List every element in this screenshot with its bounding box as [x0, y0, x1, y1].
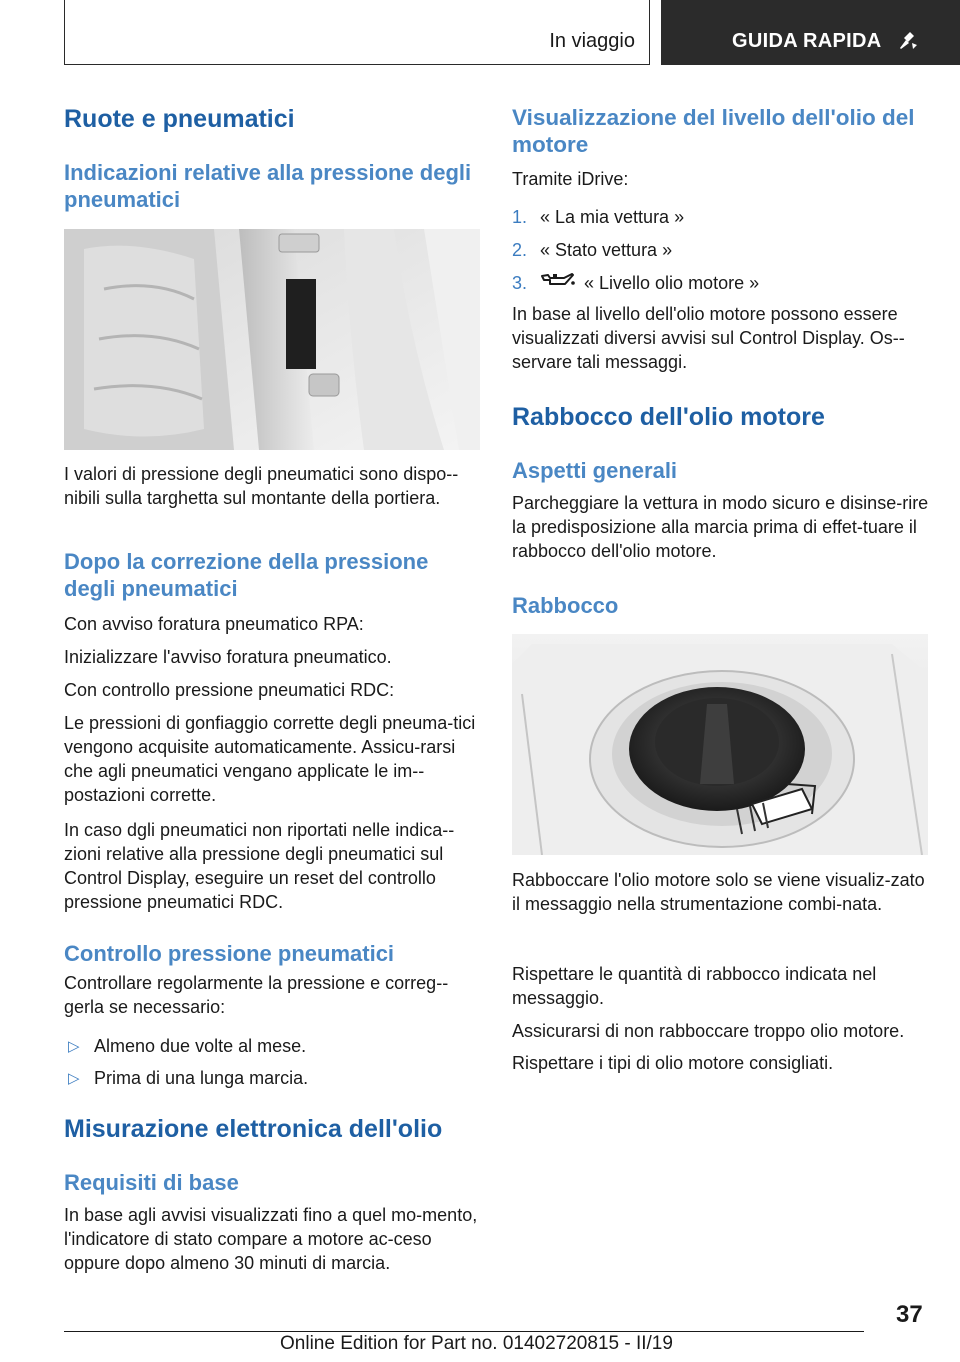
oil-filler-cap-photo [512, 634, 928, 855]
page-number: 37 [896, 1301, 923, 1328]
bullet-item: Prima di una lunga marcia. [94, 1068, 309, 1088]
paragraph-oil-messages: In base al livello dell'olio motore possono essere visualizzati diversi avvisi sul Control Display. Os-servare tali messaggi. [512, 304, 905, 372]
lightning-icon [897, 30, 919, 52]
heading-electronic-oil-measure: Misurazione elettronica dell'olio [64, 1115, 443, 1143]
heading-pressure-check: Controllo pressione pneumatici [64, 941, 395, 966]
paragraph-rdc-details: Le pressioni di gonfiaggio corrette degli pneuma-tici vengono acquisite automaticamente. Assicu-rarsi che agli pneumatici vengano applicate le im-postazioni corrette. [64, 713, 476, 805]
heading-general: Aspetti generali [512, 458, 678, 483]
heading-top-up: Rabbocco [512, 593, 619, 618]
heading-oil-top-up: Rabbocco dell'olio motore [512, 403, 825, 431]
heading-wheels-tires: Ruote e pneumatici [64, 105, 295, 133]
paragraph-quantity: Rispettare le quantità di rabbocco indicata nel messaggio. [512, 964, 877, 1008]
paragraph-requirements: In base agli avvisi visualizzati fino a quel mo-mento, l'indicatore di stato compare a motore ac-ceso oppure dopo almeno 30 minuti di marcia. [64, 1205, 478, 1273]
paragraph-rpa: Con avviso foratura pneumatico RPA: [64, 614, 364, 634]
step-text: « La mia vettura » [540, 207, 685, 227]
door-pillar-photo [64, 229, 480, 450]
heading-requirements: Requisiti di base [64, 1170, 239, 1195]
paragraph-rdc: Con controllo pressione pneumatici RDC: [64, 680, 395, 700]
paragraph-oil-types: Rispettare i tipi di olio motore consigliati. [512, 1053, 834, 1073]
step-text: « Livello olio motore » [584, 273, 760, 293]
footer-divider [64, 1331, 864, 1332]
bullet-triangle-icon: ▷ [68, 1038, 80, 1055]
step-number: 2. [512, 240, 528, 260]
paragraph-top-up-only: Rabboccare l'olio motore solo se viene visualiz-zato il messaggio nella strumentazione combi-nata. [512, 870, 925, 914]
footer-edition: Online Edition for Part no. 01402720815 - II/19 [280, 1333, 673, 1354]
header-chapter-label: GUIDA RAPIDA [732, 30, 882, 52]
header-chapter-tab [661, 0, 960, 65]
oil-can-icon [540, 271, 576, 289]
header-section-label: In viaggio [549, 30, 635, 52]
paragraph-check-regularly: Controllare regolarmente la pressione e correg-gerla se necessario: [64, 973, 449, 1017]
paragraph-reset-case: In caso dgli pneumatici non riportati nelle indica-zioni relative alla pressione degli pneumatici sul Control Display, eseguire un reset del controllo pressione pneumatici RDC. [64, 820, 455, 912]
header-section-box [64, 0, 650, 65]
paragraph-general: Parcheggiare la vettura in modo sicuro e disinse-rire la predisposizione alla marcia prima di effet-tuare il rabbocco dell'olio motore. [512, 493, 929, 561]
paragraph-via-idrive: Tramite iDrive: [512, 169, 629, 189]
paragraph-initialize: Inizializzare l'avviso foratura pneumatico. [64, 647, 392, 667]
step-number: 3. [512, 273, 528, 293]
heading-after-correction: Dopo la correzione della pressione degli pneumatici [64, 549, 429, 601]
paragraph-label-location: I valori di pressione degli pneumatici sono dispo-nibili sulla targhetta sul montante della portiera. [64, 464, 459, 508]
heading-tire-pressure-info: Indicazioni relative alla pressione degli pneumatici [64, 160, 472, 212]
paragraph-not-overfill: Assicurarsi di non rabboccare troppo olio motore. [512, 1021, 905, 1041]
step-text: « Stato vettura » [540, 240, 673, 260]
bullet-triangle-icon: ▷ [68, 1070, 80, 1087]
bullet-item: Almeno due volte al mese. [94, 1036, 307, 1056]
heading-oil-level-display: Visualizzazione del livello dell'olio del motore [512, 105, 915, 157]
step-number: 1. [512, 207, 528, 227]
